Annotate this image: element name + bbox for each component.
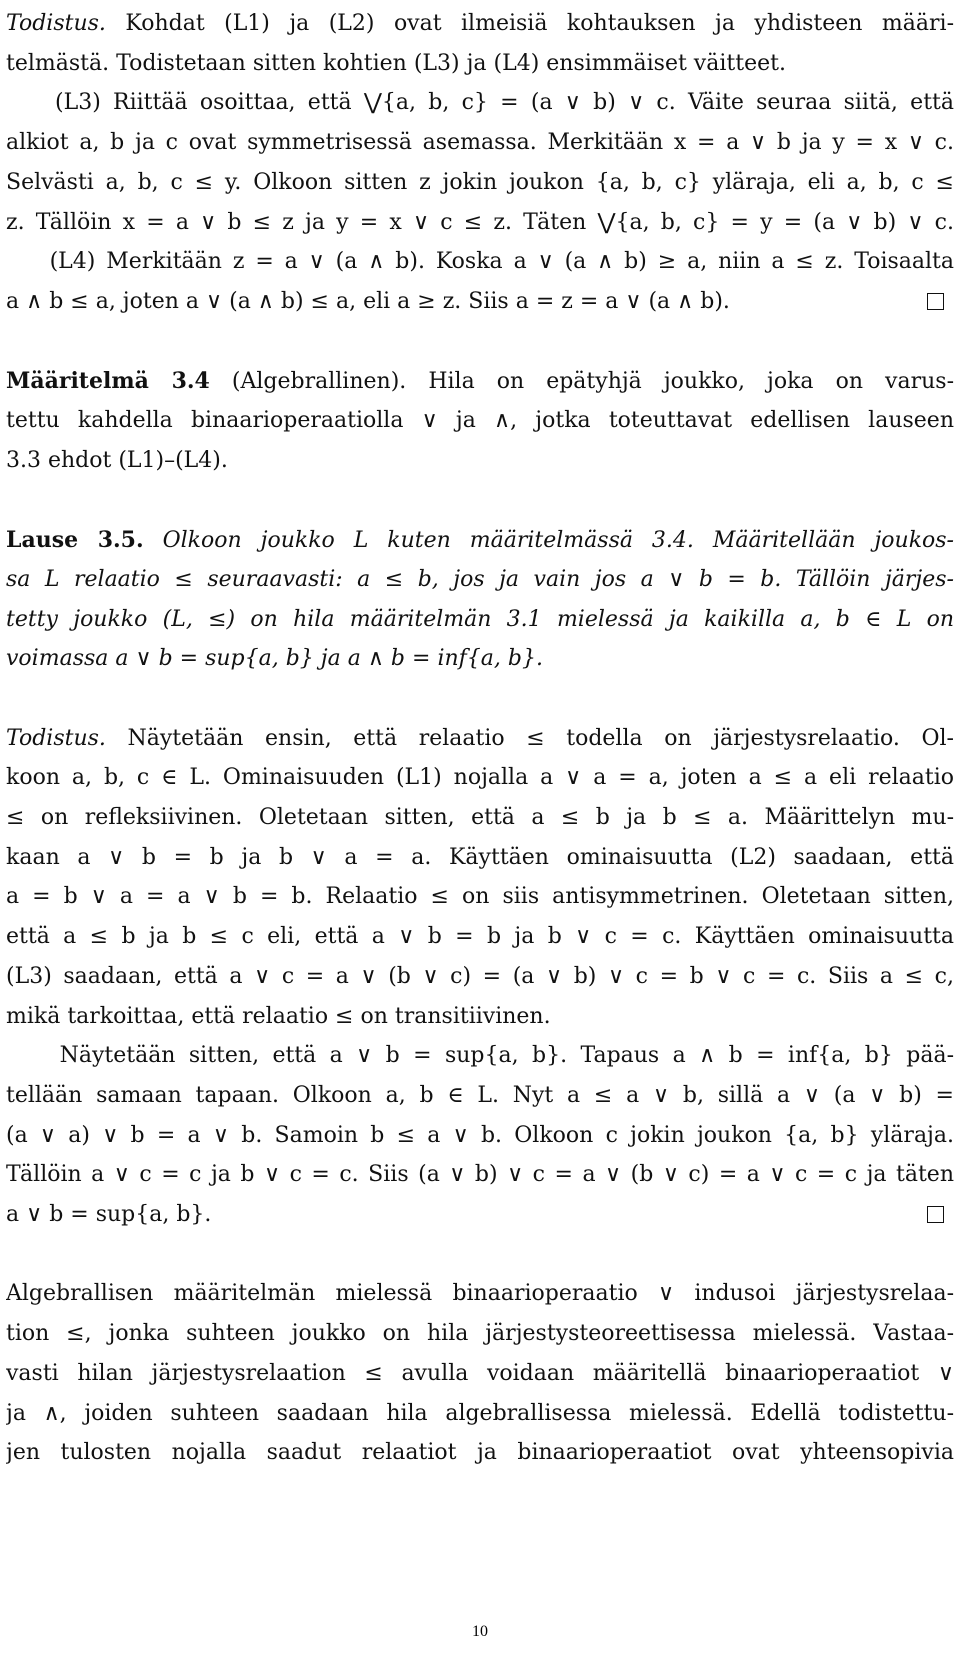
text-line: Määritelmä 3.4 (Algebrallinen). Hila on epätyhjä joukko, joka on varus- [6,368,954,394]
text-line: (L4) Merkitään z = a ∨ (a ∧ b). Koska a ∨ (a ∧ b) ≥ a, niin a ≤ z. Toisaalta [6,249,954,274]
text-line: Tällöin a ∨ c = c ja b ∨ c = c. Siis (a ∨ b) ∨ c = a ∨ (b ∨ c) = a ∨ c = c ja täten [6,1162,954,1187]
text-line: telmästä. Todistetaan sitten kohtien (L3) ja (L4) ensimmäiset väitteet. [6,51,786,76]
text-line: a ∨ b = sup{a, b}. [6,1197,954,1233]
text-line: ≤ on refleksiivinen. Oletetaan sitten, että a ≤ b ja b ≤ a. Määrittelyn mu- [6,805,954,830]
text-line: tettu kahdella binaarioperaatiolla ∨ ja ∧, jotka toteuttavat edellisen lauseen [6,408,954,433]
qed-square-icon [927,293,944,310]
text-line: (L3) saadaan, että a ∨ c = a ∨ (b ∨ c) = (a ∨ b) ∨ c = b ∨ c = c. Siis a ≤ c, [6,964,954,989]
text-line: Näytetään sitten, että a ∨ b = sup{a, b}. Tapaus a ∧ b = inf{a, b} pää- [6,1043,954,1068]
text-line [6,482,954,518]
text-line: jen tulosten nojalla saadut relaatiot ja binaarioperaatiot ovat yhteensopivia [6,1440,954,1465]
text-line: tetty joukko (L, ≤) on hila määritelmän 3.1 mielessä ja kaikilla a, b ∈ L on [6,607,954,632]
text-line: Todistus. Kohdat (L1) ja (L2) ovat ilmeisiä kohtauksen ja yhdisteen määri- [6,11,954,36]
text-line: vasti hilan järjestysrelaation ≤ avulla voidaan määritellä binaarioperaatiot ∨ [6,1361,954,1386]
text-line [6,681,954,717]
text-line: Todistus. Näytetään ensin, että relaatio ≤ todella on järjestysrelaatio. Ol- [6,726,954,751]
text-line: z. Tällöin x = a ∨ b ≤ z ja y = x ∨ c ≤ z. Täten ⋁{a, b, c} = y = (a ∨ b) ∨ c. [6,210,954,235]
page-number: 10 [472,1623,488,1640]
qed-square-icon [927,1206,944,1223]
text-line [6,1237,954,1273]
text-line: mikä tarkoittaa, että relaatio ≤ on transitiivinen. [6,1004,551,1029]
text-line: alkiot a, b ja c ovat symmetrisessä asemassa. Merkitään x = a ∨ b ja y = x ∨ c. [6,130,954,155]
text-line: voimassa a ∨ b = sup{a, b} ja a ∧ b = inf{a, b}. [6,646,543,671]
text-line: (L3) Riittää osoittaa, että ⋁{a, b, c} = (a ∨ b) ∨ c. Väite seuraa siitä, että [6,90,954,115]
text-line: että a ≤ b ja b ≤ c eli, että a ∨ b = b ja b ∨ c = c. Käyttäen ominaisuutta [6,924,954,949]
text-line: tellään samaan tapaan. Olkoon a, b ∈ L. Nyt a ≤ a ∨ b, sillä a ∨ (a ∨ b) = [6,1083,954,1108]
text-line [6,324,954,360]
text-line: koon a, b, c ∈ L. Ominaisuuden (L1) nojalla a ∨ a = a, joten a ≤ a eli relaatio [6,765,954,790]
text-line: tion ≤, jonka suhteen joukko on hila järjestysteoreettisessa mielessä. Vastaa- [6,1321,954,1346]
text-line: Selvästi a, b, c ≤ y. Olkoon sitten z jokin joukon {a, b, c} yläraja, eli a, b, c ≤ [6,170,954,195]
text-line: 3.3 ehdot (L1)–(L4). [6,448,228,473]
text-line: Lause 3.5. Olkoon joukko L kuten määritelmässä 3.4. Määritellään joukos- [6,527,954,553]
text-line: kaan a ∨ b = b ja b ∨ a = a. Käyttäen ominaisuutta (L2) saadaan, että [6,845,954,870]
text-line: Algebrallisen määritelmän mielessä binaarioperaatio ∨ indusoi järjestysrelaa- [6,1281,954,1306]
text-line: ja ∧, joiden suhteen saadaan hila algebrallisessa mielessä. Edellä todistettu- [6,1401,954,1426]
text-line: a = b ∨ a = a ∨ b = b. Relaatio ≤ on siis antisymmetrinen. Oletetaan sitten, [6,884,954,909]
text-line: (a ∨ a) ∨ b = a ∨ b. Samoin b ≤ a ∨ b. Olkoon c jokin joukon {a, b} yläraja. [6,1123,954,1148]
text-line: sa L relaatio ≤ seuraavasti: a ≤ b, jos ja vain jos a ∨ b = b. Tällöin järjes- [6,567,954,592]
text-line: a ∧ b ≤ a, joten a ∨ (a ∧ b) ≤ a, eli a ≥ z. Siis a = z = a ∨ (a ∧ b). [6,284,954,320]
